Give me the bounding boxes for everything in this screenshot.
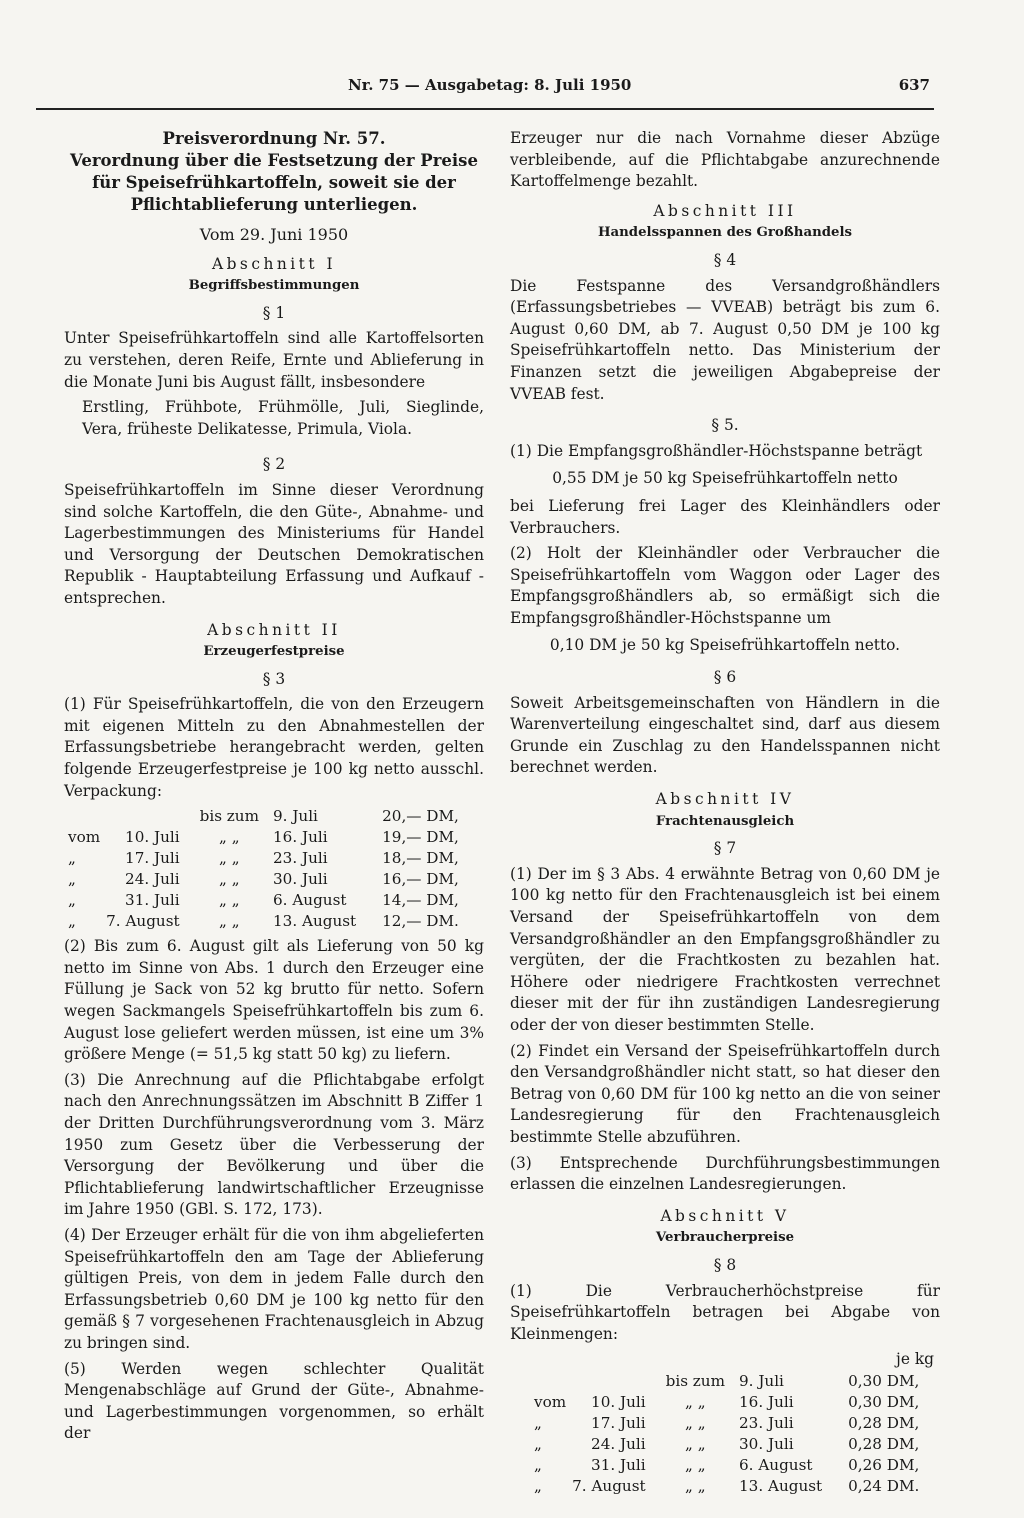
paragraph-text: bei Lieferung frei Lager des Kleinhändlers oder Verbrauchers. [510,496,940,537]
price-cell: 24. Juli [591,1434,646,1453]
paragraph-text: (2) Bis zum 6. August gilt als Lieferung von 50 kg netto im Sinne von Abs. 1 durch den Erzeuger eine Füllung je Sack von 52 kg brutto für netto. Sofern wegen Sackmangels Speisefrühkartoffeln bis zum 6. August lose geliefert werden müssen, ist eine um 3% größere Menge (= 51,5 kg statt 50 kg) zu liefern. [64,937,484,1064]
title-line: für Speisefrühkartoffeln, soweit sie der [92,173,456,192]
left-column [64,128,484,1449]
price-cell: vom [68,828,101,847]
section-heading: Abschnitt V [660,1206,790,1225]
unit-label: je kg [896,1350,934,1369]
paragraph-label: § 7 [713,839,737,858]
section-subheading: Erzeugerfestpreise [203,644,345,660]
price-row [534,1371,925,1392]
paragraph-label: § 8 [713,1255,737,1274]
price-cell: bis zum [665,1371,725,1390]
section-subheading: Begriffsbestimmungen [188,278,360,294]
paragraph-label: § 1 [262,303,286,322]
paragraph-text: (1) Für Speisefrühkartoffeln, die von den Erzeugern mit eigenen Mitteln zu den Abnahmestellen der Erfassungsbetriebe herangebracht werden, gelten folgende Erzeugerfestpreise je 100 kg netto ausschl. Verpackung: [64,695,484,800]
price-row [534,1476,925,1497]
price-cell: 23. Juli [739,1413,794,1432]
price-cell: „ „ [219,891,240,910]
section-heading: Abschnitt III [653,201,797,220]
price-cell: 20,— DM, [382,807,459,826]
paragraph-text: Soweit Arbeitsgemeinschaften von Händlern in die Warenverteilung eingeschaltet sind, darf aus diesem Grunde ein Zuschlag zu den Handelsspannen nicht berechnet werden. [510,693,940,777]
paragraph-text: Die Festspanne des Versandgroßhändlers (Erfassungsbetriebes — VVEAB) beträgt bis zum 6. August 0,60 DM, ab 7. August 0,50 DM je 100 kg Speisefrühkartoffeln netto. Das Ministerium der Finanzen setzt die jeweiligen Abgabepreise der VVEAB fest. [510,276,940,403]
price-cell: 0,28 DM, [848,1413,920,1432]
price-cell: 31. Juli [125,891,180,910]
price-cell: „ [534,1434,542,1453]
price-cell: 13. August [739,1476,823,1495]
price-cell: 9. Juli [273,807,318,826]
price-cell: 0,24 DM. [848,1476,920,1495]
paragraph-text: (2) Findet ein Versand der Speisefrühkartoffeln durch den Versandgroßhändler nicht statt, so hat dieser den Betrag von 0,60 DM für 100 kg netto an die von seiner Landesregierung für den Frachtenausgleich bestimmte Stelle abzuführen. [510,1041,940,1146]
price-row [534,1434,925,1455]
price-cell: „ „ [685,1392,706,1411]
price-cell: vom [534,1392,567,1411]
price-cell: 9. Juli [739,1371,784,1390]
paragraph-text: (1) Der im § 3 Abs. 4 erwähnte Betrag von 0,60 DM je 100 kg netto für den Frachtenausgleich ist bei einem Versand der Speisefrühkartoffeln von dem Versandgroßhändler an den Empfangsgroßhändler zu vergüten, der die Frachtkosten zu bezahlen hat. Höhere oder niedrigere Frachtkosten verrechnet dieser mit der für ihn zuständigen Landesregierung oder der von dieser bestimmten Stelle. [510,864,940,1034]
price-cell: „ „ [685,1476,706,1495]
page-header [36,72,934,110]
price-row [534,1392,925,1413]
price-cell: 0,30 DM, [848,1371,920,1390]
price-cell: 17. Juli [591,1413,646,1432]
price-cell: „ [534,1455,542,1474]
paragraph-label: § 6 [713,668,737,687]
price-cell: „ „ [219,870,240,889]
section-subheading: Frachtenausgleich [655,813,795,829]
paragraph-text: (1) Die Verbraucherhöchstpreise für Speisefrühkartoffeln betragen bei Abgabe von Kleinmengen: [510,1281,940,1343]
page-number: 637 [898,76,930,94]
right-column [510,128,940,1497]
variety-list: Erstling, Frühbote, Frühmölle, Juli, Sieglinde, Vera, früheste Delikatesse, Primula, Viola. [82,398,484,438]
price-cell: 30. Juli [739,1434,794,1453]
price-row [68,806,465,827]
price-cell: 23. Juli [273,849,328,868]
paragraph-text: Speisefrühkartoffeln im Sinne dieser Verordnung sind solche Kartoffeln, die den Güte-, Abnahme- und Lagerbestimmungen des Ministeriums für Handel und Versorgung der Deutschen Demokratischen Republik - Hauptabteilung Erfassung und Aufkauf - entsprechen. [64,480,484,607]
price-cell: „ [68,912,76,931]
price-cell: 30. Juli [273,870,328,889]
price-cell [534,1371,572,1392]
price-row [68,890,465,911]
paragraph-label: § 5. [711,416,739,435]
price-cell: „ [534,1476,542,1495]
price-cell: 10. Juli [125,828,180,847]
price-row [68,869,465,890]
title-line: Preisverordnung Nr. 57. [162,129,386,148]
price-cell: „ [68,849,76,868]
price-cell: 16. Juli [739,1392,794,1411]
price-cell: „ „ [685,1434,706,1453]
producer-price-table [68,806,465,932]
price-cell: 10. Juli [591,1392,646,1411]
price-cell: „ „ [685,1413,706,1432]
section-heading: Abschnitt IV [655,790,795,809]
price-cell: 7. August [572,1476,646,1495]
paragraph-text: (2) Holt der Kleinhändler oder Verbraucher die Speisefrühkartoffeln vom Waggon oder Lager des Empfangsgroßhändlers ab, so ermäßigt sich die Empfangsgroßhändler-Höchstspanne um [510,544,940,627]
ordinance-title [64,128,484,216]
title-line: Verordnung über die Festsetzung der Preise [70,151,478,170]
paragraph-label: § 2 [262,455,286,474]
price-cell: 19,— DM, [382,828,459,847]
price-cell: „ „ [219,828,240,847]
price-cell: 14,— DM, [382,891,459,910]
title-line: Pflichtablieferung unterliegen. [130,195,418,214]
margin-value: 0,10 DM je 50 kg Speisefrühkartoffeln netto. [549,636,901,655]
paragraph-text: (5) Werden wegen schlechter Qualität Mengenabschläge auf Grund der Güte-, Abnahme- und Lagerbestimmungen vorgenommen, so erhält der [64,1359,484,1443]
price-cell: 17. Juli [125,849,180,868]
paragraph-text: Unter Speisefrühkartoffeln sind alle Kartoffelsorten zu verstehen, deren Reife, Ernte und Ablieferung in die Monate Juni bis August fällt, insbesondere [64,329,484,391]
paragraph-text: (3) Die Anrechnung auf die Pflichtabgabe erfolgt nach den Anrechnungssätzen im Abschnitt B Ziffer 1 der Dritten Durchführungsverordnung vom 3. März 1950 zum Gesetz über die Verbesserung der Versorgung der Bevölkerung und über die Pflichtablieferung landwirtschaftlicher Erzeugnisse im Jahre 1950 (GBl. S. 172, 173). [64,1070,484,1219]
paragraph-label: § 4 [713,250,737,269]
price-cell: 0,26 DM, [848,1455,920,1474]
price-cell: 13. August [273,912,357,931]
margin-value: 0,55 DM je 50 kg Speisefrühkartoffeln netto [552,469,898,488]
paragraph-text: (1) Die Empfangsgroßhändler-Höchstspanne beträgt [510,441,923,460]
price-cell: 6. August [273,891,347,910]
price-row [534,1455,925,1476]
price-cell: „ [68,870,76,889]
price-cell: „ „ [219,912,240,931]
price-row [68,848,465,869]
price-cell [106,806,185,827]
price-cell: 18,— DM, [382,849,459,868]
price-cell: 7. August [106,912,180,931]
price-cell: 12,— DM. [382,912,459,931]
price-row [534,1413,925,1434]
price-cell [572,1371,651,1392]
paragraph-label: § 3 [262,669,286,688]
price-cell: 31. Juli [591,1455,646,1474]
price-cell: 6. August [739,1455,813,1474]
price-cell: 0,30 DM, [848,1392,920,1411]
paragraph-text: (3) Entsprechende Durchführungsbestimmungen erlassen die einzelnen Landesregierungen. [510,1153,940,1194]
price-cell: „ „ [219,849,240,868]
price-cell: „ [534,1413,542,1432]
price-cell: bis zum [199,807,259,826]
section-subheading: Verbraucherpreise [655,1230,795,1246]
paragraph-text: (4) Der Erzeuger erhält für die von ihm abgelieferten Speisefrühkartoffeln den am Tage der Ablieferung gültigen Preis, von dem in jedem Falle durch den Erfassungsbetrieb 0,60 DM je 100 kg netto für den gemäß § 7 vorgesehenen Frachtenausgleich in Abzug zu bringen sind. [64,1225,484,1352]
price-row [68,911,465,932]
price-cell: 0,28 DM, [848,1434,920,1453]
consumer-price-table [534,1371,925,1497]
price-cell [68,806,106,827]
paragraph-text: Erzeuger nur die nach Vornahme dieser Abzüge verbleibende, auf die Pflichtabgabe anzurechnende Kartoffelmenge bezahlt. [510,129,940,191]
price-cell: 16,— DM, [382,870,459,889]
section-heading: Abschnitt I [211,254,337,273]
price-cell: 24. Juli [125,870,180,889]
price-row [68,827,465,848]
issue-line: Nr. 75 — Ausgabetag: 8. Juli 1950 [348,76,632,94]
price-cell: 16. Juli [273,828,328,847]
section-heading: Abschnitt II [207,620,341,639]
price-cell: „ [68,891,76,910]
ordinance-date: Vom 29. Juni 1950 [199,225,349,244]
price-cell: „ „ [685,1455,706,1474]
section-subheading: Handelsspannen des Großhandels [597,225,853,241]
